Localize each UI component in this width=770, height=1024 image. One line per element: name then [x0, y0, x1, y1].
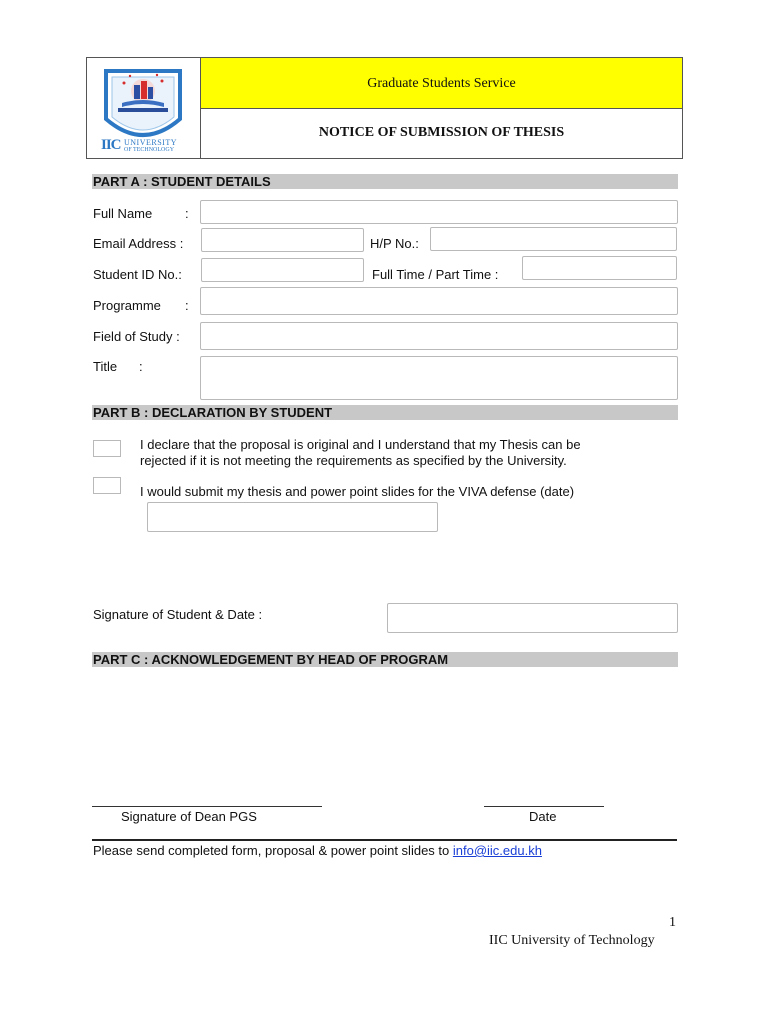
full-part-time-field[interactable]: [522, 256, 677, 280]
form-title-cell: [201, 109, 682, 158]
logo-mark: IIC: [101, 137, 121, 153]
dean-signature-line: [92, 806, 322, 807]
full-name-label: Full Name: [93, 206, 153, 221]
declaration-line2: rejected if it is not meeting the requirements as specified by the University.: [140, 453, 567, 468]
part-b-heading: PART B : DECLARATION BY STUDENT: [92, 405, 678, 420]
part-c-heading: PART C : ACKNOWLEDGEMENT BY HEAD OF PROGRAM: [92, 652, 678, 667]
logo-text-line2: OF TECHNOLOGY: [124, 147, 175, 153]
viva-text: I would submit my thesis and power point slides for the VIVA defense (date): [140, 484, 575, 499]
hp-field[interactable]: [430, 227, 677, 251]
full-part-time-label: Full Time / Part Time :: [372, 267, 499, 282]
service-title-band: [201, 58, 682, 109]
field-of-study-label: Field of Study :: [93, 329, 180, 344]
page-number: 1: [669, 915, 676, 930]
declaration-line1: I declare that the proposal is original and I understand that my Thesis can be: [140, 437, 581, 452]
form-title: NOTICE OF SUBMISSION OF THESIS: [318, 125, 565, 140]
logo-cell: [87, 58, 201, 158]
title-colon: :: [139, 359, 143, 374]
viva-date-field[interactable]: [147, 502, 438, 532]
student-id-field[interactable]: [201, 258, 364, 282]
email-link[interactable]: info@iic.edu.kh: [452, 843, 542, 858]
field-of-study-field[interactable]: [200, 322, 678, 350]
student-signature-label: Signature of Student & Date :: [93, 607, 263, 622]
part-a-heading: PART A : STUDENT DETAILS: [92, 174, 678, 189]
instruction-divider: [92, 839, 677, 841]
date-label: Date: [529, 809, 557, 824]
hp-label: H/P No.:: [370, 236, 419, 251]
footer-institution: IIC University of Technology: [489, 933, 655, 948]
instruction-text-body: Please send completed form, proposal & power point slides to: [93, 843, 450, 858]
programme-field[interactable]: [200, 287, 678, 315]
title-label: Title: [93, 359, 118, 374]
email-label: Email Address :: [93, 236, 184, 251]
full-name-colon: :: [185, 206, 189, 221]
email-field[interactable]: [201, 228, 364, 252]
header-box: [86, 57, 683, 159]
programme-label: Programme: [93, 298, 161, 313]
viva-checkbox[interactable]: [93, 477, 121, 494]
declaration-checkbox[interactable]: [93, 440, 121, 457]
thesis-title-field[interactable]: [200, 356, 678, 400]
date-line: [484, 806, 604, 807]
student-signature-field[interactable]: [387, 603, 678, 633]
service-title: Graduate Students Service: [367, 76, 516, 91]
logo-text-line1: UNIVERSITY: [124, 138, 177, 147]
full-name-field[interactable]: [200, 200, 678, 224]
student-id-label: Student ID No.:: [93, 267, 182, 282]
programme-colon: :: [185, 298, 189, 313]
dean-signature-label: Signature of Dean PGS: [121, 809, 257, 824]
instruction-text: [93, 843, 542, 858]
